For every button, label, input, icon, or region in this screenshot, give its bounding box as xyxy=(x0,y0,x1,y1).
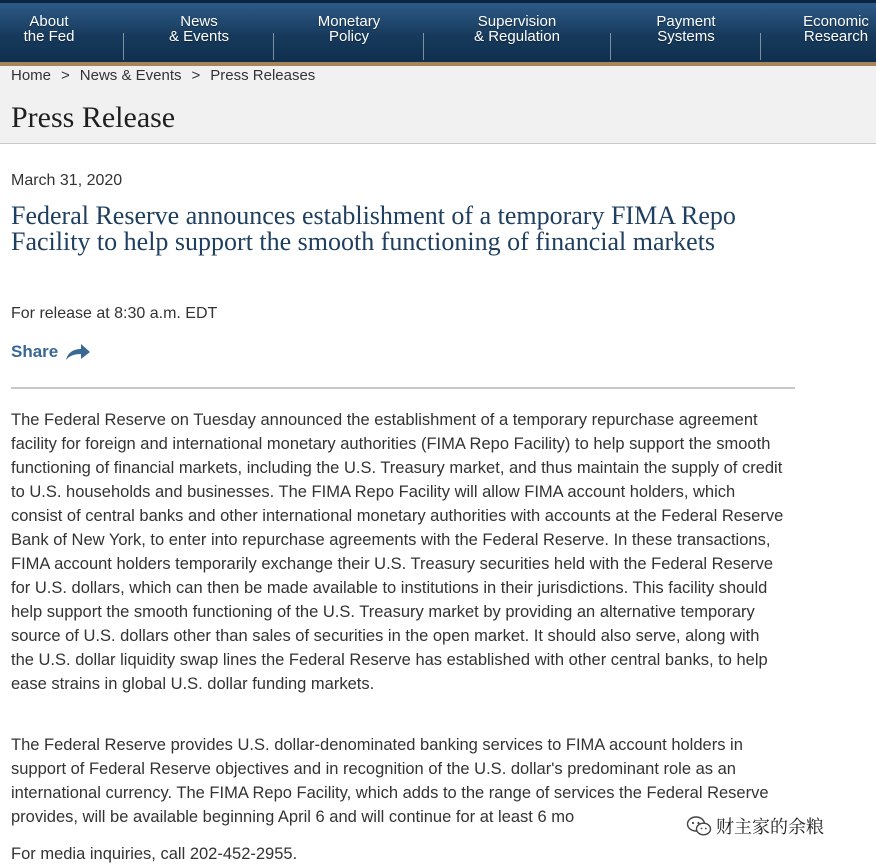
breadcrumb-press-releases[interactable]: Press Releases xyxy=(210,67,316,84)
nav-label-line2: Systems xyxy=(657,28,715,45)
page-title: Press Release xyxy=(11,101,176,134)
nav-label-line2: & Regulation xyxy=(474,28,560,45)
breadcrumb-separator: > xyxy=(191,67,201,84)
nav-item-news-events[interactable] xyxy=(158,14,240,54)
nav-separator xyxy=(760,33,761,60)
wechat-icon xyxy=(686,815,712,837)
share-arrow-icon xyxy=(64,342,91,362)
share-label: Share xyxy=(11,342,59,361)
article-paragraph: The Federal Reserve on Tuesday announced the establishment of a temporary repurchase agreement facility for foreign and international monetary authorities (FIMA Repo Facility) to help support the smooth functioning of financial markets, including the U.S. Treasury market, and thus maintain the supply of credit to U.S. households and businesses. The FIMA Repo Facility will allow FIMA account holders, which consist of central banks and other international monetary authorities with accounts at the Federal Reserve Bank of New York, to enter into repurchase agreements with the Federal Reserve. In these transactions, FIMA account holders temporarily exchange their U.S. Treasury securities held with the Federal Reserve for U.S. dollars, which can then be made available to institutions in their jurisdictions. This facility should help support the smooth functioning of the U.S. Treasury market by providing an alternative temporary source of U.S. dollars other than sales of securities in the open market. It should also serve, along with the U.S. dollar liquidity swap lines the Federal Reserve has established with other central banks, to help ease strains in global U.S. dollar funding markets. xyxy=(11,411,784,693)
nav-separator xyxy=(610,33,611,60)
breadcrumb-news-events[interactable]: News & Events xyxy=(79,67,182,84)
nav-label-line1: Supervision xyxy=(477,13,557,30)
nav-item-about-the-fed[interactable] xyxy=(12,14,86,54)
nav-label-line2: & Events xyxy=(168,28,230,45)
nav-item-payment-systems[interactable] xyxy=(645,14,727,54)
media-inquiries: For media inquiries, call 202-452-2955. xyxy=(11,845,298,863)
nav-label-line1: Payment xyxy=(656,13,716,30)
nav-label-line2: Research xyxy=(803,28,869,45)
watermark xyxy=(682,812,828,840)
article-date: March 31, 2020 xyxy=(11,172,123,189)
breadcrumb xyxy=(11,67,315,84)
nav-label-line2: the Fed xyxy=(23,28,75,45)
nav-item-supervision-regulation[interactable] xyxy=(462,14,572,54)
nav-separator xyxy=(423,33,424,60)
nav-label-line1: Economic xyxy=(803,13,869,30)
title-bar xyxy=(0,66,876,144)
breadcrumb-separator: > xyxy=(61,67,70,84)
nav-label-line1: Monetary xyxy=(317,13,381,30)
nav-separator xyxy=(273,33,274,60)
share-button[interactable] xyxy=(11,340,91,364)
nav-item-monetary-policy[interactable] xyxy=(308,14,390,54)
nav-item-economic-research[interactable] xyxy=(796,14,876,54)
watermark-text: 财主家的余粮 xyxy=(716,817,824,837)
content-divider xyxy=(11,387,795,389)
top-navigation xyxy=(0,0,876,62)
article-paragraph: The Federal Reserve provides U.S. dollar-denominated banking services to FIMA account holders in support of Federal Reserve objectives and in recognition of the U.S. dollar's predominant role as an international currency. The FIMA Repo Facility, which adds to the range of services the Federal Reserve provides, will be available beginning April 6 and will continue for at least 6 mo xyxy=(11,736,769,826)
article-headline: Federal Reserve announces establishment of a temporary FIMA Repo Facility to help support the smooth functioning of financial markets xyxy=(11,201,736,256)
nav-label-line1: About xyxy=(29,13,69,30)
breadcrumb-home[interactable]: Home xyxy=(11,67,52,84)
nav-label-line2: Policy xyxy=(328,28,369,45)
nav-label-line1: News xyxy=(180,13,218,30)
release-time: For release at 8:30 a.m. EDT xyxy=(11,305,218,322)
nav-separator xyxy=(123,33,124,60)
